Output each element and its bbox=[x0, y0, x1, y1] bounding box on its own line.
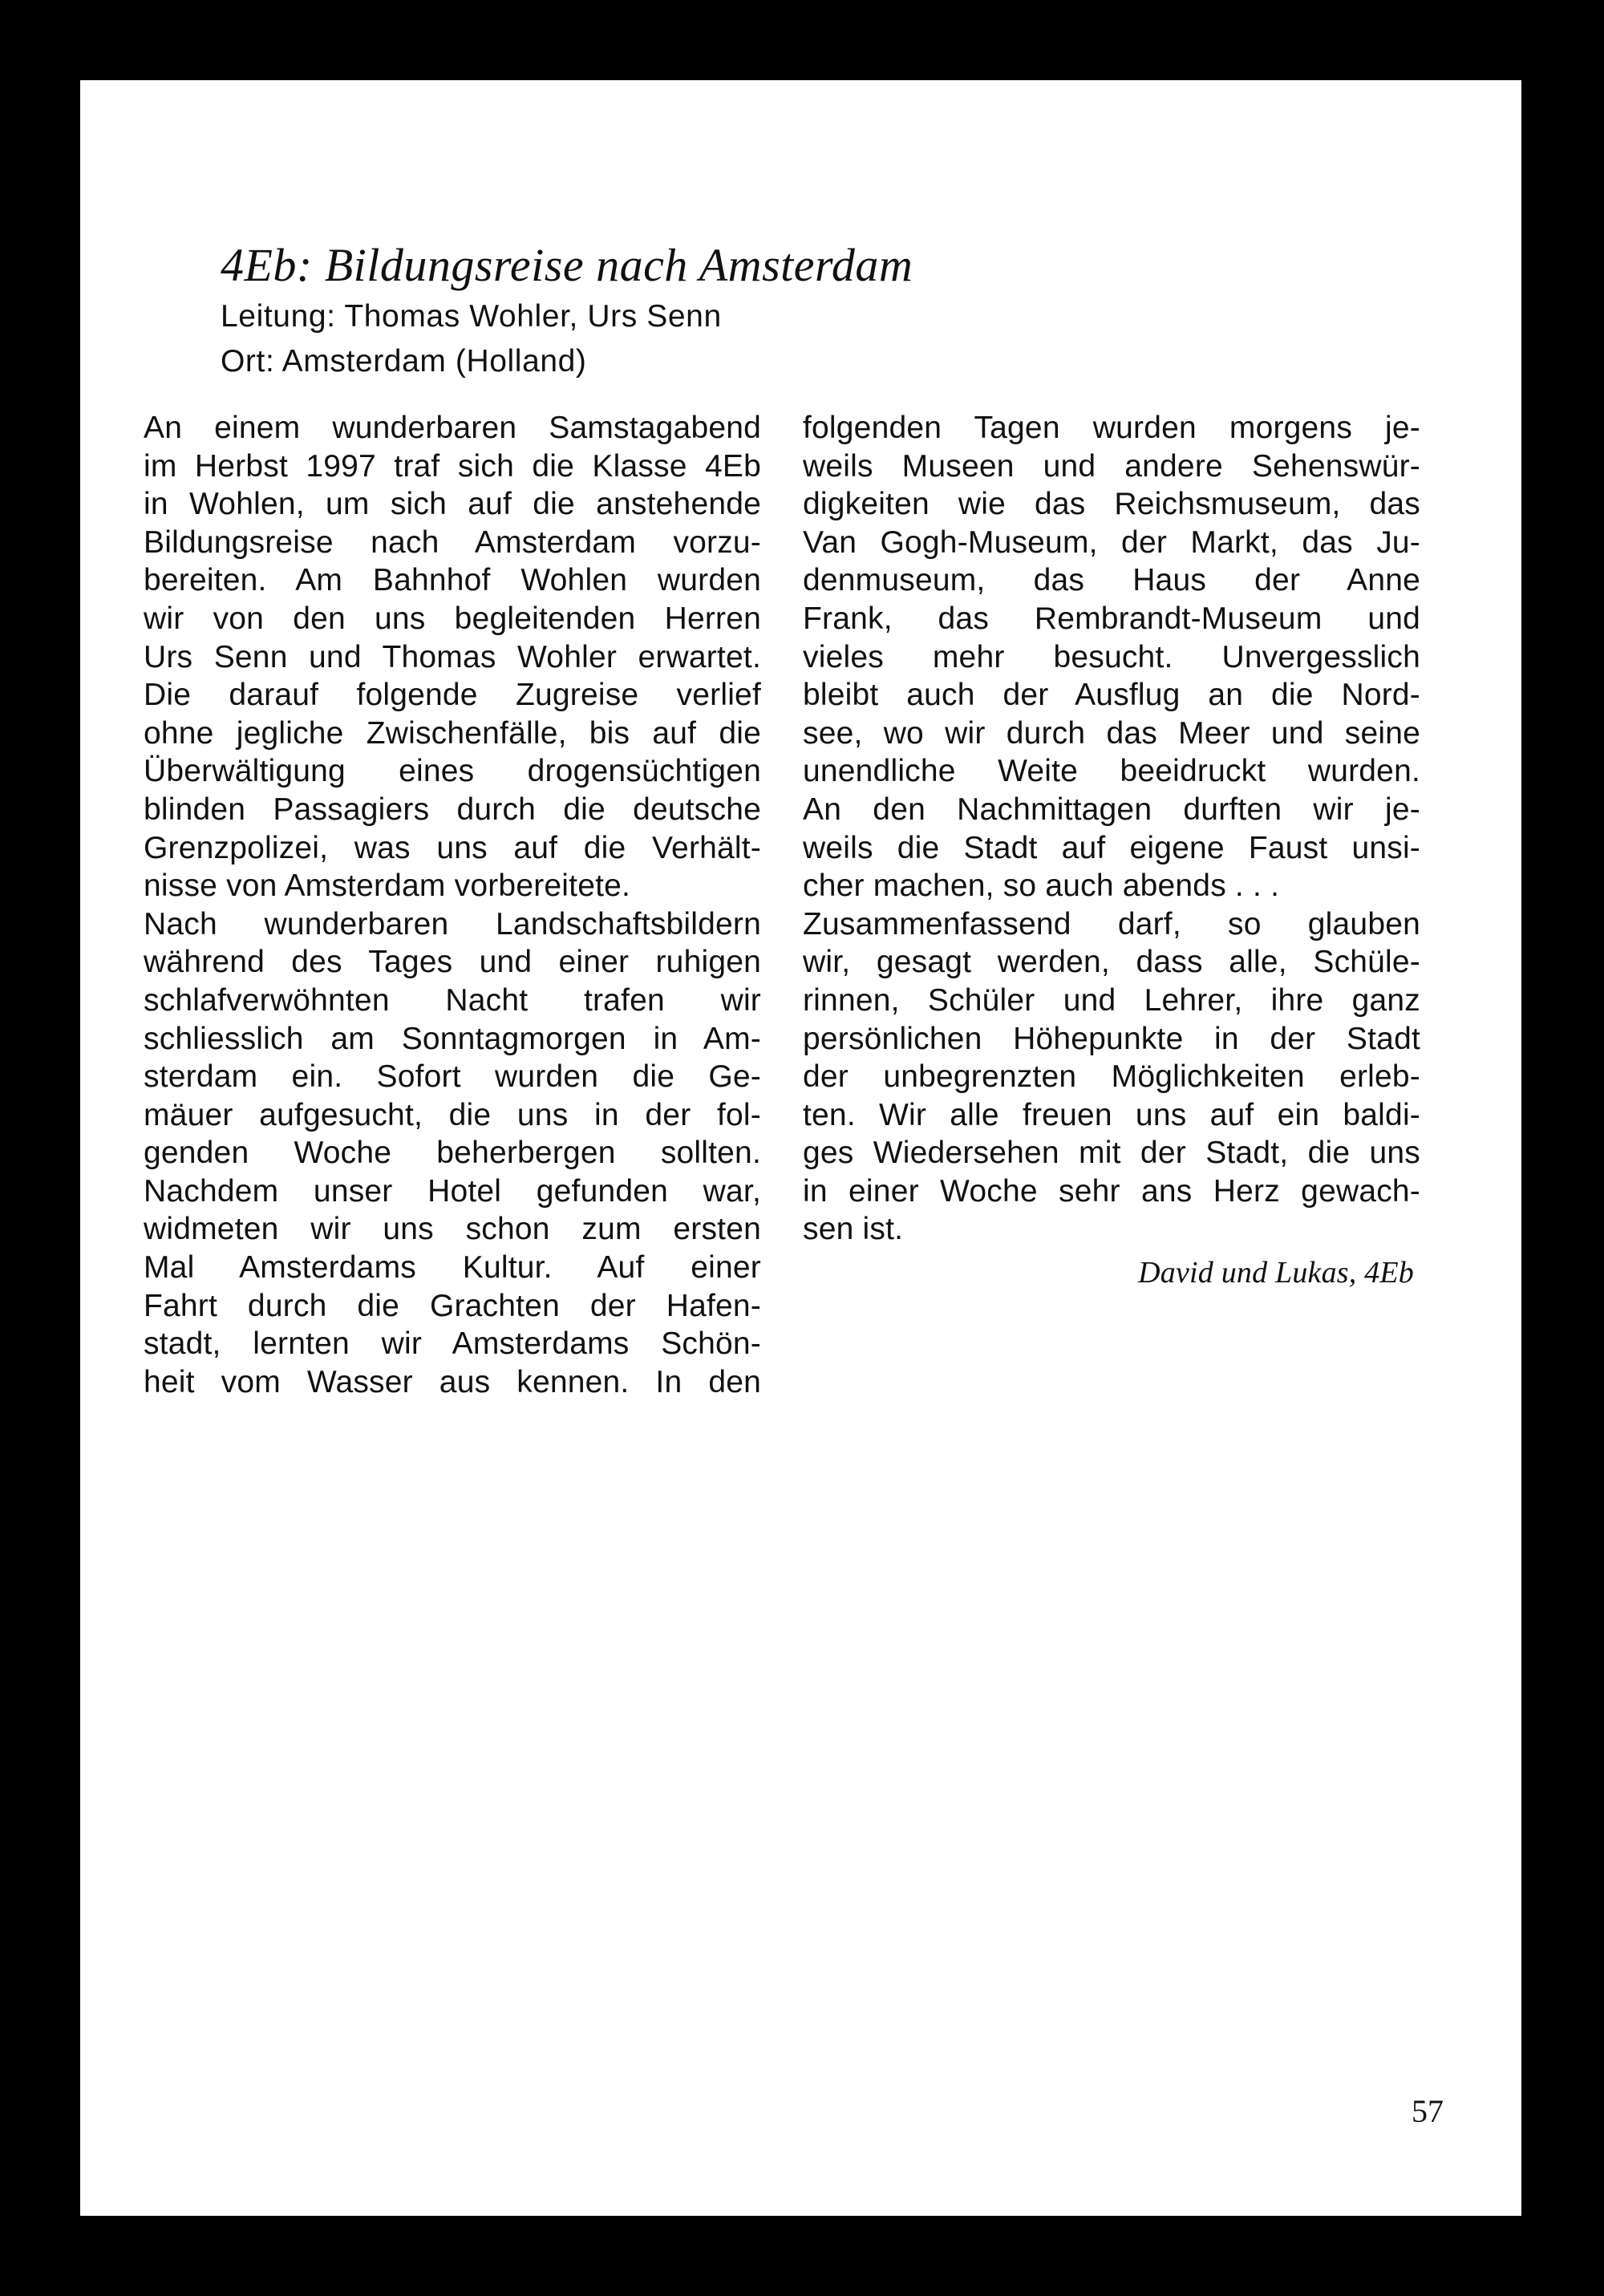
text-line: genden Woche beherbergen sollten. bbox=[144, 1136, 761, 1171]
text-line: im Herbst 1997 traf sich die Klasse 4Eb bbox=[144, 448, 761, 484]
text-line: wir, gesagt werden, dass alle, Schüle- bbox=[803, 945, 1420, 980]
text-line: An einem wunderbaren Samstagabend bbox=[144, 411, 761, 445]
text-line: weils Museen und andere Sehenswür- bbox=[803, 448, 1420, 484]
text-line: Nachdem unser Hotel gefunden war, bbox=[144, 1173, 761, 1209]
text-line: Zusammenfassend darf, so glauben bbox=[803, 906, 1420, 941]
text-line: wir von den uns begleitenden Herren bbox=[144, 601, 761, 636]
text-line: sterdam ein. Sofort wurden die Ge- bbox=[144, 1059, 761, 1095]
text-line: stadt, lernten wir Amsterdams Schön- bbox=[144, 1326, 761, 1362]
text-line: cher machen, so auch abends . . . bbox=[803, 869, 1280, 904]
text-line: ges Wiedersehen mit der Stadt, die uns bbox=[803, 1136, 1420, 1171]
text-line: unendliche Weite beeidruckt wurden. bbox=[803, 754, 1420, 789]
text-line: An den Nachmittagen durften wir je- bbox=[803, 792, 1420, 827]
article-title: 4Eb: Bildungsreise nach Amsterdam bbox=[221, 239, 913, 291]
text-line: digkeiten wie das Reichsmuseum, das bbox=[803, 487, 1420, 522]
article-leitung: Leitung: Thomas Wohler, Urs Senn bbox=[221, 299, 722, 334]
right-column-lines bbox=[803, 409, 1420, 1249]
text-line: nisse von Amsterdam vorbereitete. bbox=[144, 869, 631, 904]
document-page bbox=[80, 80, 1521, 2216]
article-signature: David und Lukas, 4Eb bbox=[1138, 1256, 1414, 1290]
text-line: Urs Senn und Thomas Wohler erwartet. bbox=[144, 639, 761, 674]
text-line: bereiten. Am Bahnhof Wohlen wurden bbox=[144, 563, 761, 598]
text-line: der unbegrenzten Möglichkeiten erleb- bbox=[803, 1059, 1420, 1095]
text-line: Fahrt durch die Grachten der Hafen- bbox=[144, 1288, 761, 1323]
text-line: Grenzpolizei, was uns auf die Verhält- bbox=[144, 830, 761, 865]
text-line: folgenden Tagen wurden morgens je- bbox=[803, 411, 1420, 445]
text-line: schlafverwöhnten Nacht trafen wir bbox=[144, 982, 761, 1018]
text-line: widmeten wir uns schon zum ersten bbox=[144, 1212, 761, 1247]
text-line: Frank, das Rembrandt-Museum und bbox=[803, 601, 1420, 636]
text-line: während des Tages und einer ruhigen bbox=[144, 945, 761, 980]
text-line: rinnen, Schüler und Lehrer, ihre ganz bbox=[803, 982, 1420, 1018]
text-line: in einer Woche sehr ans Herz gewach- bbox=[803, 1173, 1420, 1209]
text-line: mäuer aufgesucht, die uns in der fol- bbox=[144, 1097, 761, 1132]
article-heading bbox=[221, 237, 942, 384]
right-column bbox=[803, 409, 1420, 1292]
text-line: weils die Stadt auf eigene Faust unsi- bbox=[803, 830, 1420, 865]
text-line: denmuseum, das Haus der Anne bbox=[803, 563, 1420, 598]
text-line: Bildungsreise nach Amsterdam vorzu- bbox=[144, 524, 761, 560]
left-column bbox=[144, 409, 761, 1401]
text-line: Van Gogh-Museum, der Markt, das Ju- bbox=[803, 524, 1420, 560]
text-line: Mal Amsterdams Kultur. Auf einer bbox=[144, 1250, 761, 1286]
article-ort: Ort: Amsterdam (Holland) bbox=[221, 344, 587, 379]
text-line: Nach wunderbaren Landschaftsbildern bbox=[144, 906, 761, 941]
text-line: heit vom Wasser aus kennen. In den bbox=[144, 1364, 761, 1399]
text-line: ohne jegliche Zwischenfälle, bis auf die bbox=[144, 715, 761, 751]
text-line: persönlichen Höhepunkte in der Stadt bbox=[803, 1021, 1420, 1056]
text-line: Überwältigung eines drogensüchtigen bbox=[144, 754, 761, 789]
text-line: bleibt auch der Ausflug an die Nord- bbox=[803, 678, 1420, 713]
page-number: 57 bbox=[1412, 2093, 1444, 2129]
text-line: blinden Passagiers durch die deutsche bbox=[144, 792, 761, 827]
text-line: sen ist. bbox=[803, 1212, 904, 1247]
text-line: see, wo wir durch das Meer und seine bbox=[803, 715, 1420, 751]
text-line: ten. Wir alle freuen uns auf ein baldi- bbox=[803, 1097, 1420, 1132]
text-line: schliesslich am Sonntagmorgen in Am- bbox=[144, 1021, 761, 1056]
text-line: in Wohlen, um sich auf die anstehende bbox=[144, 487, 761, 522]
text-line: vieles mehr besucht. Unvergesslich bbox=[803, 639, 1420, 674]
text-line: Die darauf folgende Zugreise verlief bbox=[144, 678, 761, 713]
